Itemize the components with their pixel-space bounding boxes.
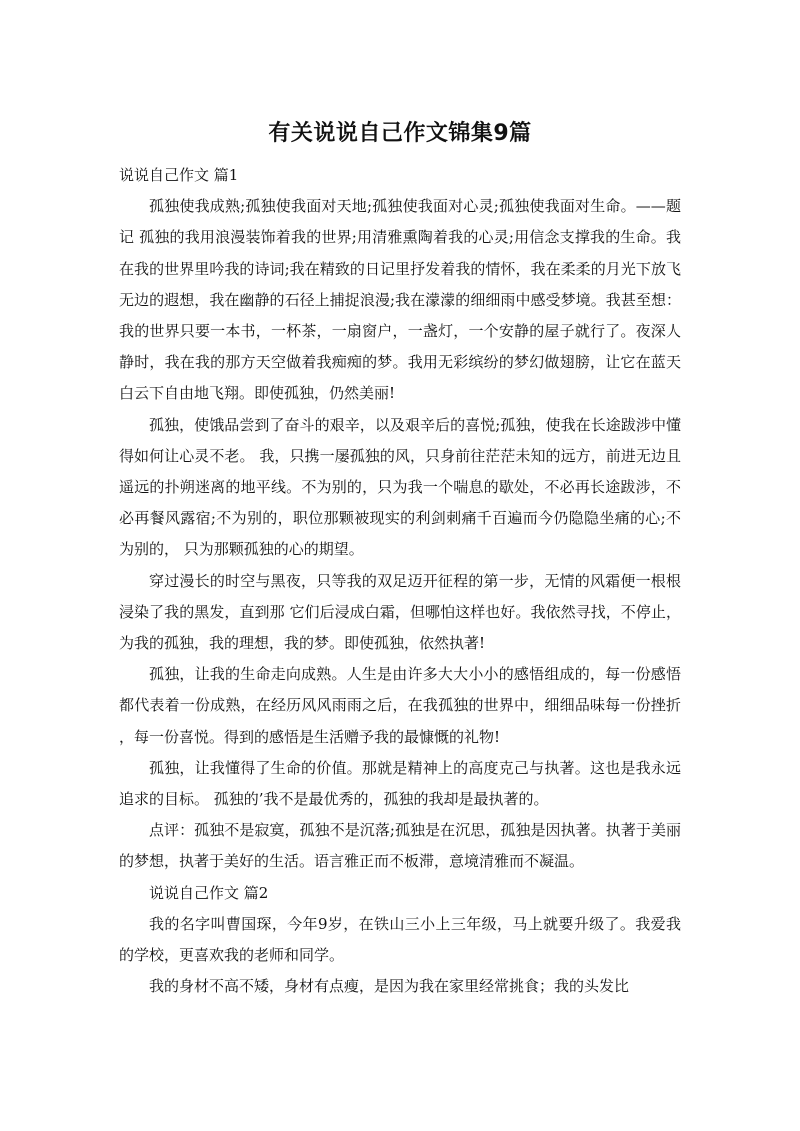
comment-paragraph: 点评：孤独不是寂寞，孤独不是沉落;孤独是在沉思，孤独是因执著。执著于美丽的梦想，执著于美好的生活。语言雅正而不板滞，意境清雅而不凝温。: [119, 821, 681, 871]
paragraph: 孤独，使饿品尝到了奋斗的艰辛，以及艰辛后的喜悦;孤独，使我在长途跋涉中懂得如何让心灵不老。 我，只携一屡孤独的风，只身前往茫茫未知的远方，前进无边且遥远的扑朔迷离的地平线。不为别的，只为我一个喘息的歇处，不必再长途跋涉，不必再餐风露宿;不为别的，职位那颗被现实的利剑刺痛千百遍而今仍隐隐坐痛的心;不为别的， 只为那颗孤独的心的期望。: [119, 415, 681, 559]
paragraph: 我的身材不高不矮，身材有点瘦，是因为我在家里经常挑食；我的头发比: [149, 977, 630, 996]
paragraph: 孤独，让我懂得了生命的价值。那就是精神上的高度克己与执著。这也是我永远追求的目标。 孤独的’我不是最优秀的，孤独的我却是最执著的。: [119, 758, 681, 809]
section-heading-1: 说说自己作文 篇1: [119, 166, 239, 184]
document-title: 有关说说自己作文锦集9篇: [268, 121, 532, 146]
paragraph: 孤独使我成熟;孤独使我面对天地;孤独使我面对心灵;孤独使我面对生命。——题记 孤独的我用浪漫装饰着我的世界;用清雅熏陶着我的心灵;用信念支撑我的生命。我在我的世界里吟我的诗词;我在精致的日记里抒发着我的情怀，我在柔柔的月光下放飞 无边的遐想，我在幽静的石径上捕捉浪漫;我在濛濛的细细雨中感受梦境。我甚至想：我的世界只要一本书，一杯茶，一扇窗户，一盏灯，一个安静的屋子就行了。夜深人静时，我在我的那方天空做着我痴痴的梦。我用无彩缤纷的梦幻做翅膀，让它在蓝天白云下自由地飞翔。即使孤独，仍然美丽!: [119, 197, 681, 403]
document-body: [119, 160, 681, 1002]
section-heading-2: 说说自己作文 篇2: [149, 883, 269, 902]
paragraph: 穿过漫长的时空与黑夜，只等我的双足迈开征程的第一步，无情的风霜便一根根浸染了我的黑发，直到那 它们后浸成白霜，但哪怕这样也好。我依然寻找，不停止，为我的孤独，我的理想，我的梦。即使孤独，依然执著!: [119, 571, 681, 653]
paragraph: 我的名字叫曹国琛，今年9岁，在铁山三小上三年级，马上就要升级了。我爱我的学校，更喜欢我的老师和同学。: [119, 914, 681, 965]
paragraph: 孤独，让我的生命走向成熟。人生是由许多大大小小的感悟组成的，每一份感悟都代表着一份成熟，在经历风风雨雨之后，在我孤独的世界中，细细品味每一份挫折，每一份喜悦。得到的感悟是生活赠予我的最慷慨的礼物!: [119, 665, 681, 746]
